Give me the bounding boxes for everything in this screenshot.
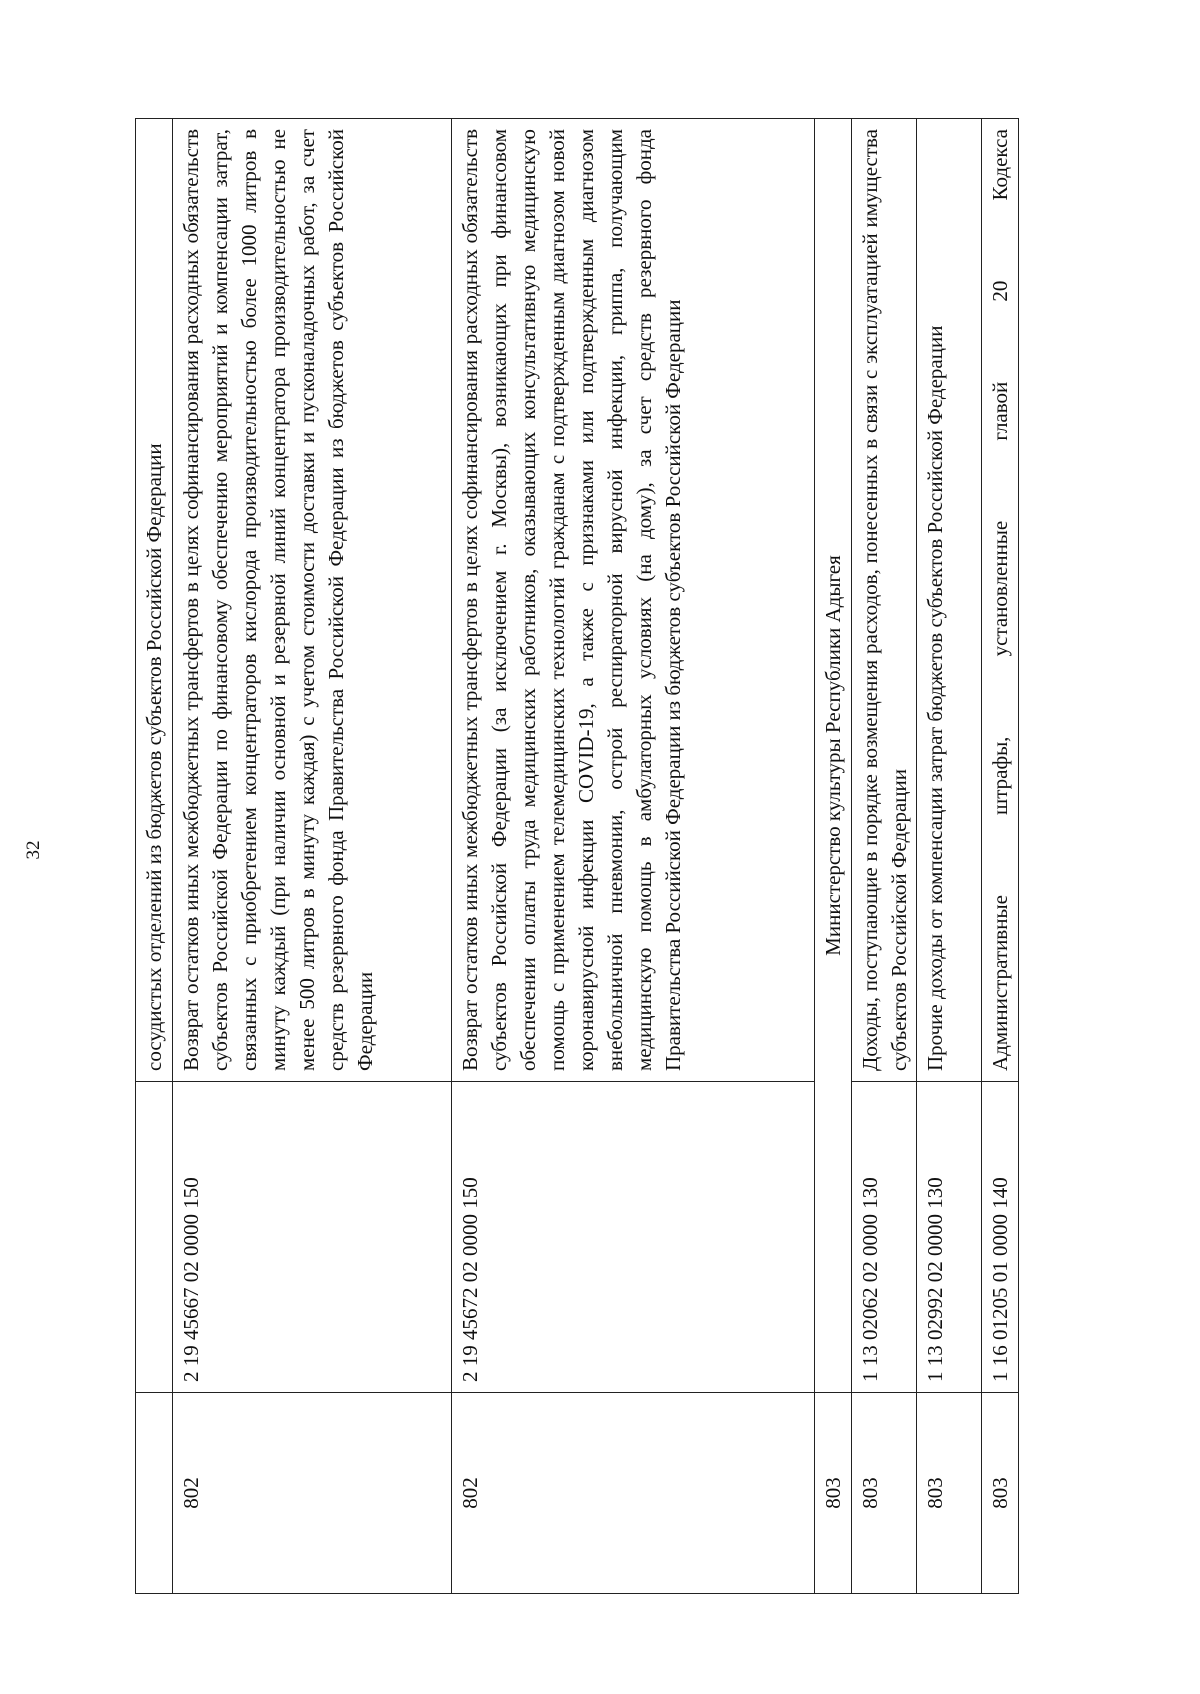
revenue-name-text: Административные штрафы, установленные главой 20 Кодекса [988, 129, 1012, 1071]
admin-code-cell: 802 [173, 1393, 452, 1594]
admin-code-cell: 803 [852, 1393, 917, 1594]
revenue-name-cell: Возврат остатков иных межбюджетных трансфертов в целях софинансирования расходных обязательств субъектов Российской Федерации (за исключением г. Москвы), возникающих при финансовом обеспечении оплаты труда медицинских работников, оказывающих консультативную медицинскую помощь с применением телемедицинских технологий гражданам с подтвержденным диагнозом новой коронавирусной инфекции COVID-19, а также с признаками или подтвержденным диагнозом внебольничной пневмонии, острой респираторной вирусной инфекции, гриппа, получающим медицинскую помощь в амбулаторных условиях (на дому), за счет средств резервного фонда Правительства Российской Федерации из бюджетов субъектов Российской Федерации [452, 119, 815, 1082]
admin-code-cell: 803 [917, 1393, 982, 1594]
ministry-name-cell: Министерство культуры Республики Адыгея [815, 119, 852, 1393]
table-row [173, 119, 452, 1594]
revenue-code-cell [136, 1082, 173, 1393]
revenue-name-cell: Возврат остатков иных межбюджетных трансфертов в целях софинансирования расходных обязательств субъектов Российской Федерации по финансовому обеспечению мероприятий и компенсации затрат, связанных с приобретением концентраторов кислорода производительностью более 1000 литров в минуту каждый (при наличии основной и резервной линий концентратора производительностью не менее 500 литров в минуту каждая) с учетом стоимости доставки и пусконаладочных работ, за счет средств резервного фонда Правительства Российской Федерации из бюджетов субъектов Российской Федерации [173, 119, 452, 1082]
admin-code-cell: 803 [982, 1393, 1019, 1594]
table-row [917, 119, 982, 1594]
page-number: 32 [23, 840, 44, 860]
table-row [982, 119, 1019, 1594]
table-row [852, 119, 917, 1594]
revenue-code-cell: 2 19 45667 02 0000 150 [173, 1082, 452, 1393]
admin-code-cell: 802 [452, 1393, 815, 1594]
table-row [136, 119, 173, 1594]
revenue-name-cell: Доходы, поступающие в порядке возмещения расходов, понесенных в связи с эксплуатацией имущества субъектов Российской Федерации [852, 119, 917, 1082]
table-row [452, 119, 815, 1594]
revenue-name-cell [982, 119, 1019, 1082]
ministry-header-row [815, 119, 852, 1594]
revenue-code-cell: 1 13 02062 02 0000 130 [852, 1082, 917, 1393]
revenue-code-cell: 2 19 45672 02 0000 150 [452, 1082, 815, 1393]
revenue-code-cell: 1 13 02992 02 0000 130 [917, 1082, 982, 1393]
revenue-name-cell: Прочие доходы от компенсации затрат бюджетов субъектов Российской Федерации [917, 119, 982, 1082]
revenue-name-cell: сосудистых отделений из бюджетов субъектов Российской Федерации [136, 119, 173, 1082]
admin-code-cell: 803 [815, 1393, 852, 1594]
admin-code-cell [136, 1393, 173, 1594]
revenue-code-cell: 1 16 01205 01 0000 140 [982, 1082, 1019, 1393]
table-rotated-container [135, 118, 1012, 1594]
revenue-codes-table [135, 118, 1019, 1594]
